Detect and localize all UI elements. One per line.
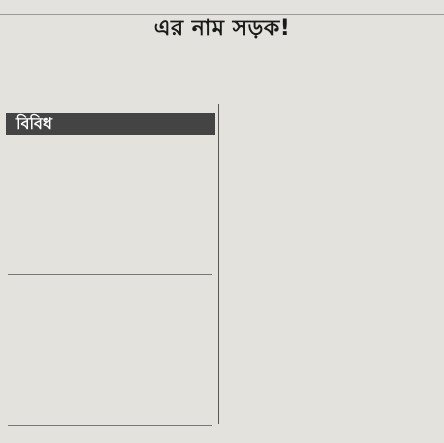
ad-line (8, 219, 212, 231)
classifieds-column (8, 140, 212, 443)
lead-line (4, 86, 440, 98)
ad-reference (8, 258, 212, 270)
classified-ad (8, 279, 212, 421)
ad-line (8, 180, 212, 192)
article-line (226, 144, 440, 156)
article-line (226, 183, 440, 195)
classified-ad (8, 141, 212, 270)
article-line (226, 352, 440, 364)
ad-line (8, 141, 212, 153)
ad-line (8, 279, 212, 291)
ad-line (8, 232, 212, 244)
ad-line (8, 370, 212, 382)
ad-line (8, 167, 212, 179)
classified-ad (8, 430, 212, 442)
lead-line (4, 60, 440, 72)
article-column (226, 104, 440, 417)
article-line (226, 274, 440, 286)
article-line (226, 170, 440, 182)
ad-line (8, 430, 212, 442)
ad-line (8, 305, 212, 317)
article-line (226, 131, 440, 143)
article-line (226, 300, 440, 312)
ad-line (8, 396, 212, 408)
article-line (226, 287, 440, 299)
article-line (226, 404, 440, 416)
column-divider (218, 104, 219, 424)
article-line (226, 118, 440, 130)
article-line (226, 235, 440, 247)
article-line (226, 196, 440, 208)
ad-line (8, 193, 212, 205)
ad-line (8, 206, 212, 218)
headline: এর নাম সড়ক! (153, 16, 291, 41)
article-line (226, 248, 440, 260)
lead-paragraph (4, 46, 440, 112)
lead-line (4, 73, 440, 85)
ad-line (8, 331, 212, 343)
ad-line (8, 344, 212, 356)
article-line (226, 326, 440, 338)
ad-line (8, 292, 212, 304)
lead-line (4, 47, 440, 59)
article-line (226, 105, 440, 117)
article-line (226, 261, 440, 273)
ad-line (8, 154, 212, 166)
article-line (226, 365, 440, 377)
ad-divider (8, 274, 212, 275)
article-line (226, 313, 440, 325)
ad-reference (8, 409, 212, 421)
article-line (226, 209, 440, 221)
top-text-strip (0, 0, 444, 15)
ad-line (8, 357, 212, 369)
article-line (226, 157, 440, 169)
classifieds-section-title: বিবিধ (6, 113, 215, 135)
article-line (226, 391, 440, 403)
ad-line (8, 383, 212, 395)
article-line (226, 222, 440, 234)
ad-line (8, 245, 212, 257)
ad-line (8, 318, 212, 330)
article-line (226, 378, 440, 390)
article-line (226, 339, 440, 351)
